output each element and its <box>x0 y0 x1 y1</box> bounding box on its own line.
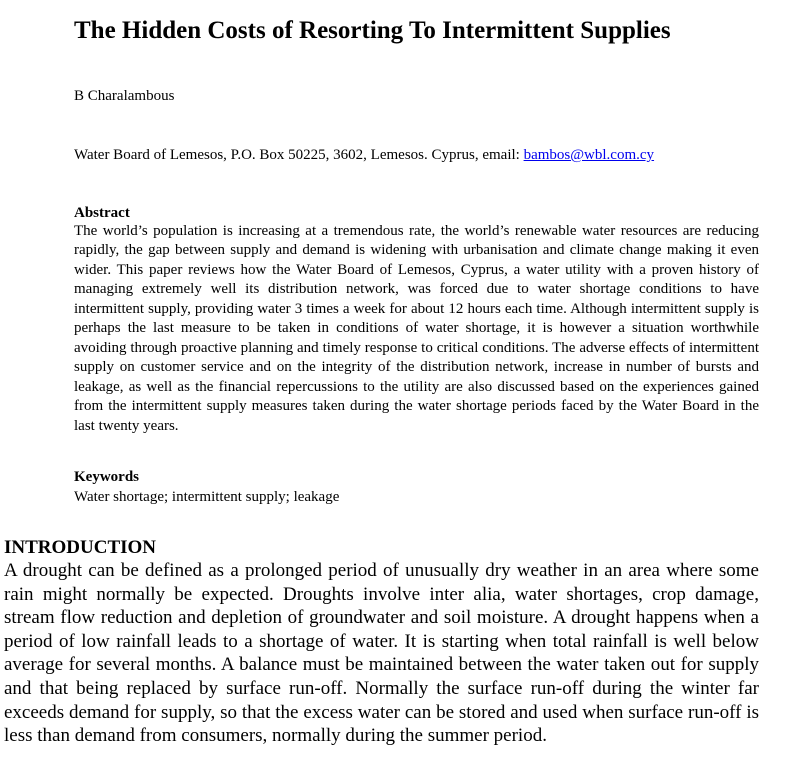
keywords-heading: Keywords <box>74 469 139 485</box>
author-name: B Charalambous <box>74 88 175 104</box>
affiliation-text: Water Board of Lemesos, P.O. Box 50225, 3602, Lemesos. Cyprus, email: <box>74 147 524 163</box>
email-link[interactable]: bambos@wbl.com.cy <box>523 147 655 163</box>
abstract-heading: Abstract <box>74 205 130 221</box>
author-affiliation <box>74 145 654 165</box>
paper-title: The Hidden Costs of Resorting To Intermittent Supplies <box>74 17 671 44</box>
abstract-body: The world’s population is increasing at a tremendous rate, the world’s renewable water resources are reducing rapidly, the gap between supply and demand is widening with urbanisation and climate change making it even wider. This paper reviews how the Water Board of Lemesos, Cyprus, a water utility with a proven history of managing extremely well its distribution network, was forced due to water shortage conditions to have intermittent supply, providing water 3 times a week for about 12 hours each time. Although intermittent supply is perhaps the last measure to be taken in conditions of water shortage, it is however a situation worthwhile avoiding through proactive planning and timely response to critical conditions. The adverse effects of intermittent supply on customer service and on the integrity of the distribution network, increase in number of bursts and leakage, as well as the financial repercussions to the utility are also discussed based on the experiences gained from the intermittent supply measures taken during the water shortage periods faced by the Water Board in the last twenty years. <box>74 223 759 434</box>
keywords-body: Water shortage; intermittent supply; leakage <box>74 489 340 505</box>
introduction-body: A drought can be defined as a prolonged period of unusually dry weather in an area where some rain might normally be expected. Droughts involve inter alia, water shortages, crop damage, stream flow reduction and depletion of groundwater and soil moisture. A drought happens when a period of low rainfall leads to a shortage of water. It is starting when total rainfall is well below average for several months. A balance must be maintained between the water taken out for supply and that being replaced by surface run-off. Normally the surface run-off during the winter far exceeds demand for supply, so that the excess water can be stored and used when surface run-off is less than demand from consumers, normally during the summer period. <box>4 560 759 747</box>
introduction-heading: INTRODUCTION <box>4 537 157 558</box>
